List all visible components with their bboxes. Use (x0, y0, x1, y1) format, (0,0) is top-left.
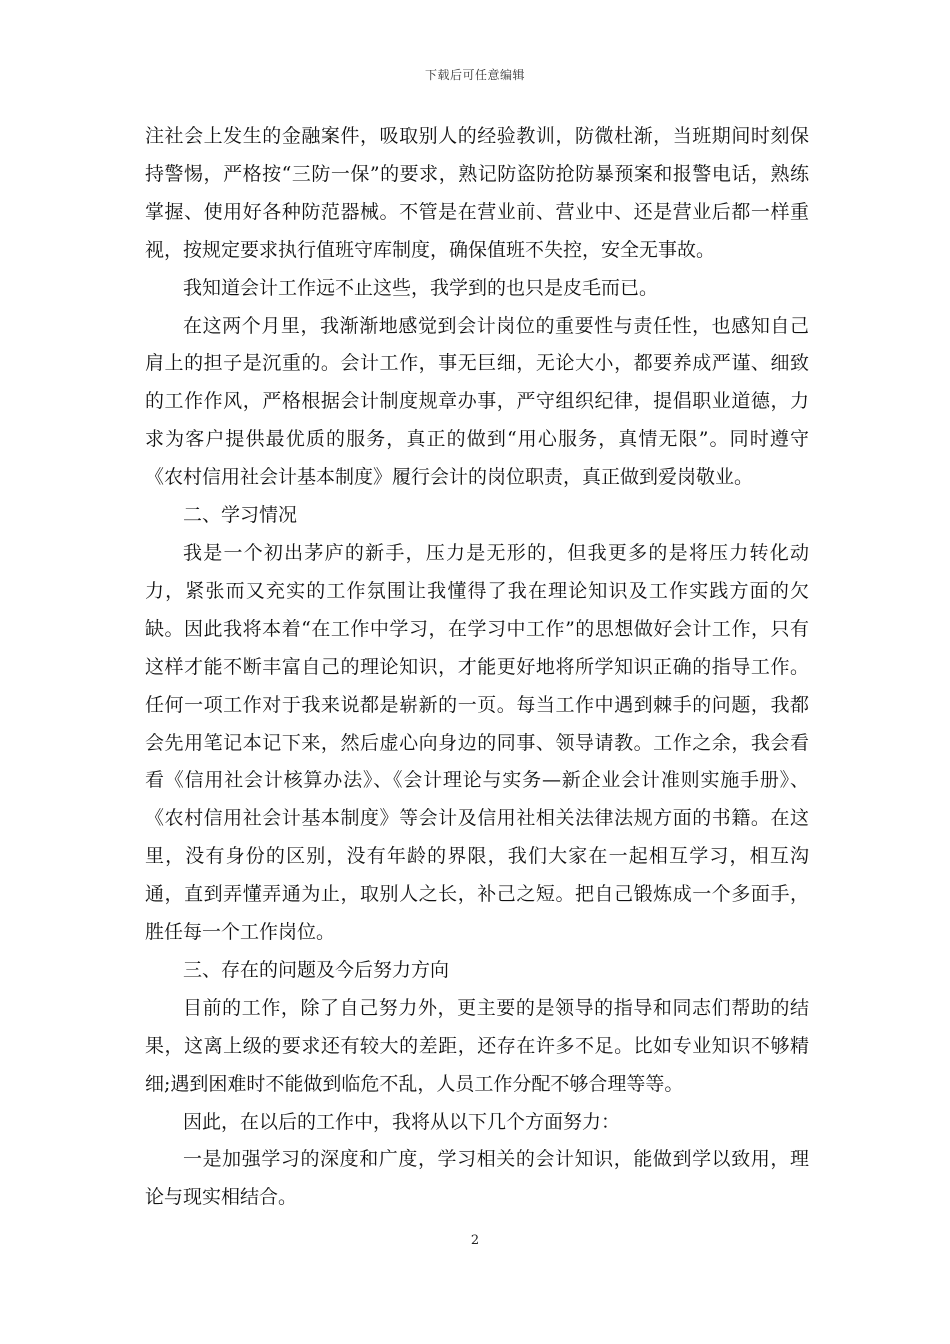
paragraph: 我是一个初出茅庐的新手，压力是无形的，但我更多的是将压力转化动力，紧张而又充实的工作氛围让我懂得了我在理论知识及工作实践方面的欠缺。因此我将本着“在工作中学习，在学习中工作”的思想做好会计工作，只有这样才能不断丰富自己的理论知识，才能更好地将所学知识正确的指导工作。任何一项工作对于我来说都是崭新的一页。每当工作中遇到棘手的问题，我都会先用笔记本记下来，然后虚心向身边的同事、领导请教。工作之余，我会看看《信用社会计核算办法》、《会计理论与实务—新企业会计准则实施手册》、《农村信用社会计基本制度》等会计及信用社相关法律法规方面的书籍。在这里，没有身份的区别，没有年龄的界限，我们大家在一起相互学习，相互沟通，直到弄懂弄通为止，取别人之长，补己之短。把自己锻炼成一个多面手，胜任每一个工作岗位。 (145, 541, 809, 944)
document-body (145, 118, 809, 1217)
paragraph-continuation: 注社会上发生的金融案件，吸取别人的经验教训，防微杜渐，当班期间时刻保持警惕，严格按“三防一保”的要求，熟记防盗防抢防暴预案和报警电话，熟练掌握、使用好各种防范器械。不管是在营业前、营业中、还是营业后都一样重视，按规定要求执行值班守库制度，确保值班不失控，安全无事故。 (145, 125, 809, 261)
page-number: 2 (470, 1233, 480, 1248)
paragraph: 目前的工作，除了自己努力外，更主要的是领导的指导和同志们帮助的结果，这离上级的要求还有较大的差距，还存在许多不足。比如专业知识不够精细;遇到困难时不能做到临危不乱，人员工作分配不够合理等等。 (145, 996, 809, 1095)
page-header: 下载后可任意编辑 (424, 68, 525, 82)
paragraph: 我知道会计工作远不止这些，我学到的也只是皮毛而已。 (183, 276, 659, 299)
paragraph: 在这两个月里，我渐渐地感觉到会计岗位的重要性与责任性，也感知自己肩上的担子是沉重的。会计工作，事无巨细，无论大小，都要养成严谨、细致的工作作风，严格根据会计制度规章办事，严守组织纪律，提倡职业道德，力求为客户提供最优质的服务，真正的做到“用心服务，真情无限”。同时遵守《农村信用社会计基本制度》履行会计的岗位职责，真正做到爱岗敬业。 (145, 314, 809, 489)
section-heading-learning: 二、学习情况 (183, 504, 298, 527)
paragraph: 因此，在以后的工作中，我将从以下几个方面努力： (183, 1110, 621, 1133)
paragraph: 一是加强学习的深度和广度，学习相关的会计知识，能做到学以致用，理论与现实相结合。 (145, 1148, 809, 1209)
section-heading-problems: 三、存在的问题及今后努力方向 (183, 958, 450, 981)
